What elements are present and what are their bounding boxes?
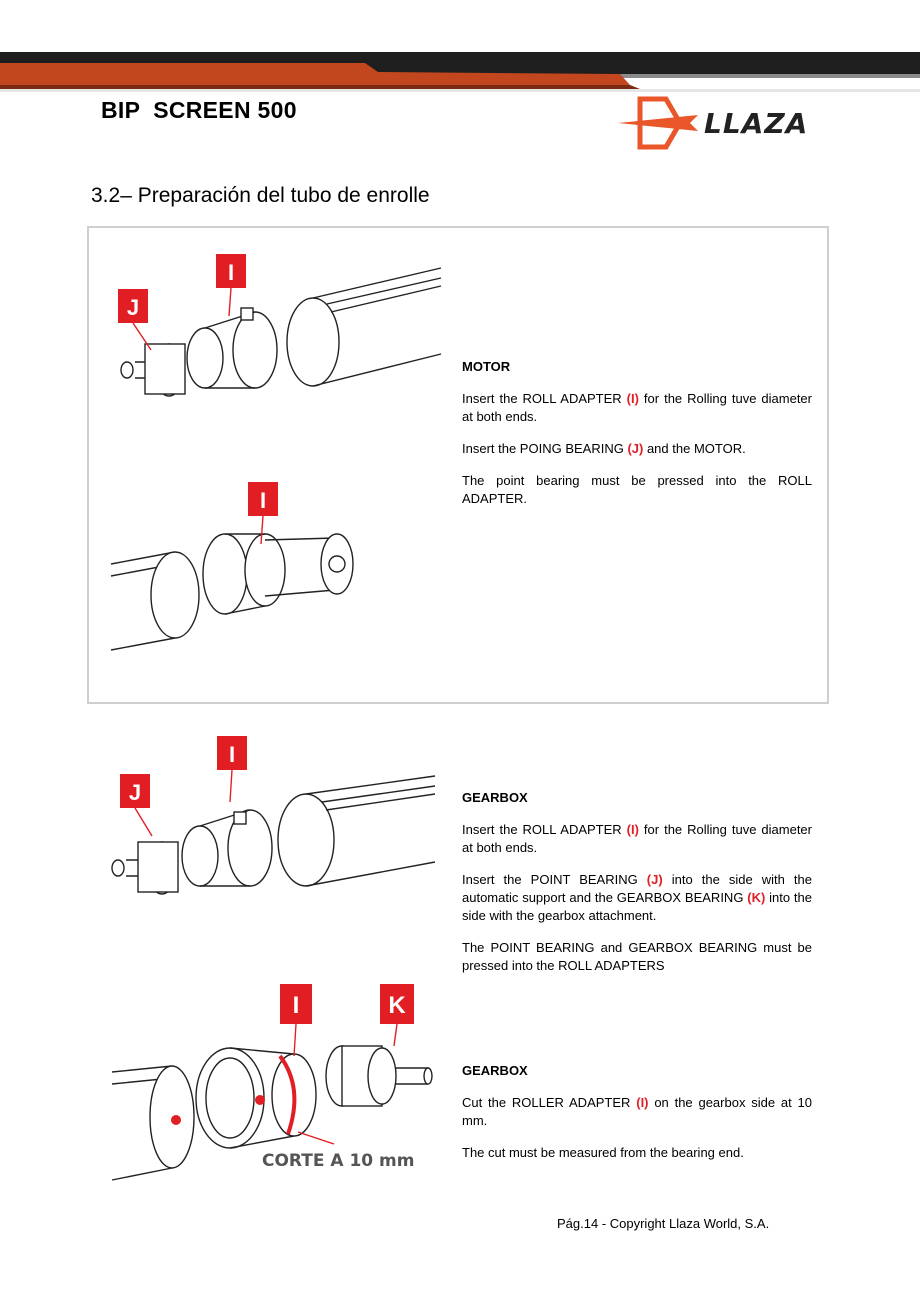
gearbox-bearing-illustration bbox=[326, 1046, 432, 1106]
label-I-badge bbox=[248, 482, 278, 516]
label-J-badge bbox=[118, 289, 148, 323]
svg-text:J: J bbox=[126, 295, 140, 320]
gearbox-cut-heading: GEARBOX bbox=[462, 1063, 528, 1078]
svg-text:I: I bbox=[259, 488, 267, 513]
label-I-badge bbox=[216, 254, 246, 288]
gearbox-step-3: The POINT BEARING and GEARBOX BEARING must be pressed into the ROLL ADAPTERS bbox=[462, 940, 812, 973]
logo-text: LLAZA bbox=[704, 107, 809, 140]
tube-illustration bbox=[112, 1066, 194, 1180]
motor-instructions bbox=[462, 358, 812, 522]
gearbox-cut-figure bbox=[108, 980, 443, 1185]
svg-text:J: J bbox=[128, 780, 142, 805]
point-bearing-illustration bbox=[112, 842, 178, 894]
gearbox-cut-step-2: The cut must be measured from the bearing end. bbox=[462, 1145, 744, 1160]
section-title: 3.2– Preparación del tubo de enrolle bbox=[91, 184, 430, 207]
cut-measurement-label: CORTE A 10 mm bbox=[262, 1151, 415, 1171]
motor-step-3: The point bearing must be pressed into the ROLL ADAPTER. bbox=[462, 473, 812, 506]
adapter-illustration bbox=[203, 534, 285, 614]
svg-text:I: I bbox=[228, 742, 236, 767]
roll-adapter-illustration bbox=[182, 810, 272, 886]
roll-adapter-illustration bbox=[196, 1048, 316, 1148]
gearbox-instructions bbox=[462, 789, 812, 989]
roll-tube-illustration bbox=[278, 776, 435, 886]
point-bearing-illustration bbox=[121, 344, 185, 396]
roll-adapter-illustration bbox=[187, 308, 277, 388]
motor-step-2: Insert the POING BEARING (J) and the MOTOR. bbox=[462, 441, 746, 456]
label-I-badge bbox=[280, 984, 312, 1024]
gearbox-cut-step-1: Cut the ROLLER ADAPTER (I) on the gearbox side at 10 mm. bbox=[462, 1095, 813, 1128]
label-K-badge bbox=[380, 984, 414, 1024]
tube-illustration bbox=[111, 552, 199, 650]
gearbox-heading: GEARBOX bbox=[462, 790, 528, 805]
motor-assembled-figure bbox=[105, 478, 445, 658]
logo-mark-icon bbox=[618, 99, 698, 147]
llaza-logo bbox=[618, 95, 833, 151]
gearbox-exploded-figure bbox=[100, 732, 440, 912]
header-band bbox=[0, 52, 920, 92]
gearbox-cut-instructions bbox=[462, 1062, 812, 1176]
svg-text:I: I bbox=[227, 260, 235, 285]
roll-tube-illustration bbox=[287, 268, 441, 386]
label-J-badge bbox=[120, 774, 150, 808]
gearbox-step-2: Insert the POINT BEARING (J) into the side with the automatic support and the GEARBOX BEARING (K) into the side with the gearbox attachment. bbox=[462, 872, 812, 923]
gearbox-step-1: Insert the ROLL ADAPTER (I) for the Rolling tuve diameter at both ends. bbox=[462, 822, 812, 855]
motor-heading: MOTOR bbox=[462, 359, 511, 374]
svg-text:I: I bbox=[292, 992, 300, 1019]
motor-step-1: Insert the ROLL ADAPTER (I) for the Rolling tuve diameter at both ends. bbox=[462, 391, 812, 424]
motor-exploded-figure bbox=[105, 250, 445, 410]
svg-text:K: K bbox=[388, 992, 406, 1019]
label-I-badge bbox=[217, 736, 247, 770]
page-footer: Pág.14 - Copyright Llaza World, S.A. bbox=[557, 1216, 770, 1231]
document-title: BIP SCREEN 500 bbox=[101, 97, 297, 123]
